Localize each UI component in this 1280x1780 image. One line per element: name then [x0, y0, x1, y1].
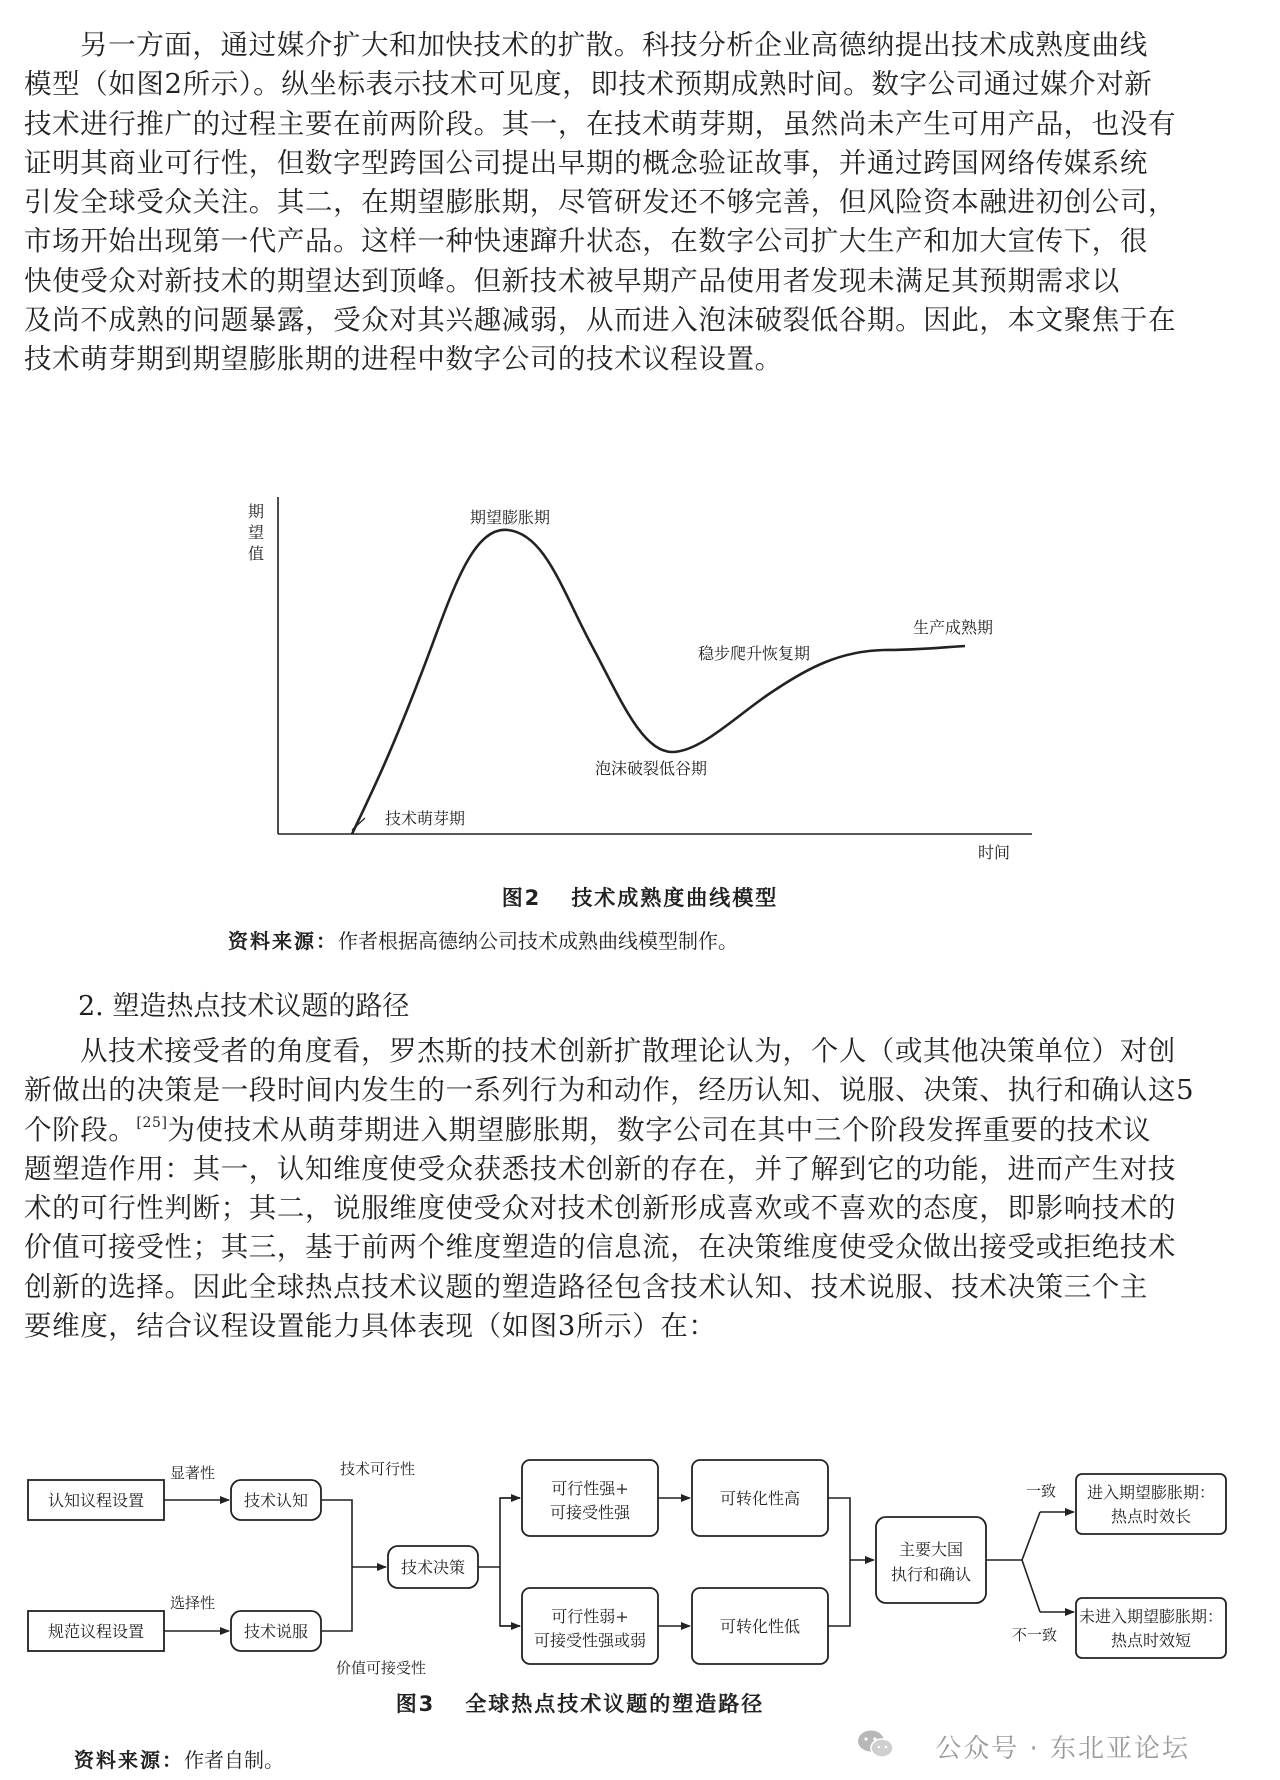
svg-text:可转化性低: 可转化性低 — [719, 1617, 801, 1636]
watermark-text: 公众号 · 东北亚论坛 — [935, 1734, 1190, 1764]
node-enter-peak — [1076, 1474, 1226, 1534]
svg-text:主要大国: 主要大国 — [898, 1540, 964, 1559]
svg-text:技术决策: 技术决策 — [400, 1558, 466, 1577]
paragraph-line — [24, 1111, 1260, 1150]
svg-text:执行和确认: 执行和确认 — [890, 1565, 972, 1584]
paragraph-line: 引发全球受众关注。其二，在期望膨胀期，尽管研发还不够完善，但风险资本融进初创公司， — [24, 186, 1177, 219]
paragraph-2 — [24, 1032, 1260, 1346]
svg-text:技术说服: 技术说服 — [243, 1622, 309, 1641]
y-axis-label-char: 值 — [248, 544, 265, 563]
paragraph-line: 要维度，结合议程设置能力具体表现（如图3所示）在： — [24, 1310, 717, 1343]
node-weak-feasibility — [522, 1588, 658, 1664]
paragraph-line: 题塑造作用：其一，认知维度使受众获悉技术创新的存在，并了解到它的功能，进而产生对技 — [24, 1152, 1177, 1185]
node-cognitive-agenda — [28, 1480, 164, 1520]
svg-text:可行性弱+: 可行性弱+ — [551, 1607, 629, 1626]
paragraph-line: 价值可接受性；其三，基于前两个维度塑造的信息流，在决策维度使受众做出接受或拒绝技术 — [24, 1231, 1177, 1264]
hype-curve — [352, 530, 965, 834]
svg-text:热点时效短: 热点时效短 — [1110, 1631, 1192, 1650]
svg-text:进入期望膨胀期：: 进入期望膨胀期： — [1086, 1483, 1216, 1502]
svg-text:可接受性强: 可接受性强 — [549, 1503, 631, 1522]
node-major-power — [876, 1517, 986, 1603]
figure-2-caption — [0, 882, 1280, 912]
paragraph-line: 技术萌芽期到期望膨胀期的进程中数字公司的技术议程设置。 — [24, 343, 783, 376]
label-trigger-phase: 技术萌芽期 — [385, 809, 466, 828]
node-tech-cognition — [231, 1480, 321, 1520]
source-label: 资料来源： — [74, 1748, 184, 1772]
paragraph-text: 为使技术从萌芽期进入期望膨胀期，数字公司在其中三个阶段发挥重要的技术议 — [167, 1113, 1152, 1146]
figure-2-source — [228, 925, 738, 954]
node-tech-persuasion — [231, 1611, 321, 1651]
paragraph-line: 从技术接受者的角度看，罗杰斯的技术创新扩散理论认为，个人（或其他决策单位）对创 — [80, 1035, 1176, 1067]
caption-number: 图3 — [395, 1692, 436, 1716]
source-label: 资料来源： — [228, 929, 338, 953]
node-normative-agenda — [28, 1611, 164, 1651]
paragraph-line: 另一方面，通过媒介扩大和加快技术的扩散。科技分析企业高德纳提出技术成熟度曲线 — [80, 29, 1148, 61]
svg-text:热点时效长: 热点时效长 — [1110, 1507, 1192, 1526]
figure-3-caption — [0, 1688, 1160, 1718]
paragraph-line: 模型（如图2所示）。纵坐标表示技术可见度，即技术预期成熟时间。数字公司通过媒介对新 — [24, 68, 1153, 101]
label-trough-phase: 泡沫破裂低谷期 — [595, 759, 708, 778]
section-heading: 2. 塑造热点技术议题的路径 — [78, 991, 410, 1022]
svg-text:可转化性高: 可转化性高 — [719, 1489, 801, 1508]
agenda-path-diagram — [0, 1440, 1280, 1685]
node-low-convertibility — [692, 1588, 828, 1664]
node-high-convertibility — [692, 1460, 828, 1536]
svg-text:认知议程设置: 认知议程设置 — [47, 1491, 145, 1510]
paragraph-line: 证明其商业可行性，但数字型跨国公司提出早期的概念验证故事，并通过跨国网络传媒系统 — [24, 146, 1148, 179]
caption-title: 技术成熟度曲线模型 — [571, 886, 779, 910]
node-not-enter-peak — [1076, 1598, 1226, 1658]
paragraph-line: 快使受众对新技术的期望达到顶峰。但新技术被早期产品使用者发现未满足其预期需求以 — [24, 264, 1120, 297]
paragraph-line: 技术进行推广的过程主要在前两阶段。其一，在技术萌芽期，虽然尚未产生可用产品，也没有 — [24, 107, 1177, 140]
caption-title: 全球热点技术议题的塑造路径 — [465, 1692, 765, 1716]
node-tech-decision — [388, 1546, 478, 1588]
x-axis-label: 时间 — [978, 843, 1011, 862]
svg-text:可接受性强或弱: 可接受性强或弱 — [533, 1631, 647, 1650]
y-axis-label-char: 期 — [248, 502, 265, 521]
citation-ref: [25] — [136, 1114, 168, 1131]
edge-label-consistent: 一致 — [1026, 1482, 1057, 1500]
svg-text:未进入期望膨胀期：: 未进入期望膨胀期： — [1078, 1607, 1224, 1626]
paragraph-text: 个阶段。 — [24, 1113, 137, 1146]
label-plateau-phase: 生产成熟期 — [913, 618, 994, 637]
node-strong-feasibility — [522, 1460, 658, 1536]
paragraph-line: 新做出的决策是一段时间内发生的一系列行为和动作，经历认知、说服、决策、执行和确认这5 — [24, 1074, 1195, 1107]
figure-3-source — [74, 1744, 284, 1773]
label-slope-phase: 稳步爬升恢复期 — [698, 644, 811, 663]
caption-number: 图2 — [501, 886, 542, 910]
edge-label-acceptability: 价值可接受性 — [336, 1659, 427, 1677]
svg-text:技术认知: 技术认知 — [243, 1491, 309, 1510]
paragraph-line: 创新的选择。因此全球热点技术议题的塑造路径包含技术认知、技术说服、技术决策三个主 — [24, 1270, 1148, 1303]
paragraph-line: 市场开始出现第一代产品。这样一种快速蹿升状态，在数字公司扩大生产和加大宣传下，很 — [24, 225, 1148, 258]
source-text: 作者根据高德纳公司技术成熟曲线模型制作。 — [338, 929, 738, 953]
edge-label-salience: 显著性 — [170, 1464, 216, 1482]
paragraph-line: 及尚不成熟的问题暴露，受众对其兴趣减弱，从而进入泡沫破裂低谷期。因此，本文聚焦于在 — [24, 304, 1177, 337]
edge-label-selectivity: 选择性 — [170, 1594, 216, 1612]
paragraph-1 — [24, 26, 1260, 380]
hype-cycle-figure — [0, 480, 1280, 880]
wechat-icon — [856, 1728, 896, 1760]
paragraph-line: 术的可行性判断；其二，说服维度使受众对技术创新形成喜欢或不喜欢的态度，即影响技术的 — [24, 1192, 1177, 1225]
edge-label-feasibility: 技术可行性 — [340, 1460, 416, 1478]
y-axis-label-char: 望 — [248, 523, 265, 542]
label-peak-phase: 期望膨胀期 — [470, 508, 551, 527]
svg-text:可行性强+: 可行性强+ — [551, 1479, 629, 1498]
svg-text:规范议程设置: 规范议程设置 — [47, 1622, 145, 1641]
source-text: 作者自制。 — [184, 1748, 284, 1772]
edge-label-inconsistent: 不一致 — [1012, 1626, 1058, 1644]
